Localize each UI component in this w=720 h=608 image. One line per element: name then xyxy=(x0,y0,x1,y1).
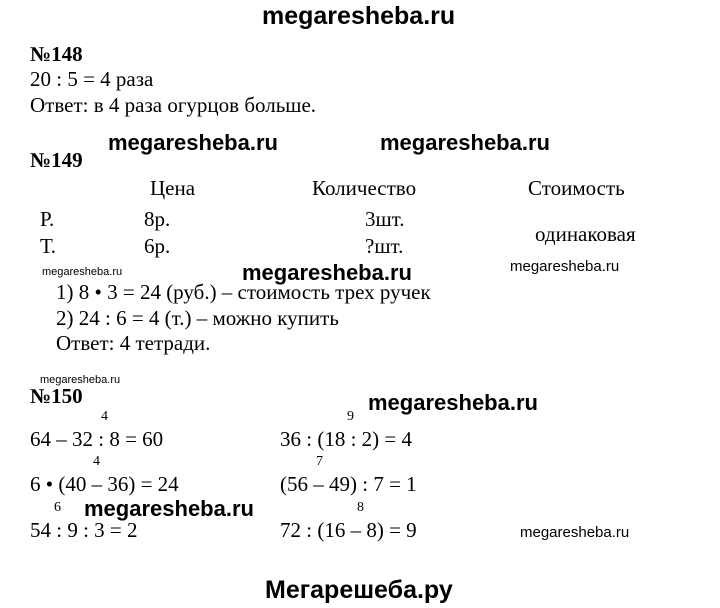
row-label: Р. xyxy=(40,207,55,231)
header-cost: Стоимость xyxy=(528,176,625,200)
watermark-top: megaresheba.ru xyxy=(262,2,456,30)
header-price: Цена xyxy=(150,176,196,200)
row-label: Т. xyxy=(40,234,56,258)
operation-order-mark: 6 xyxy=(54,500,61,515)
watermark-right-1: megaresheba.ru xyxy=(510,258,620,275)
task-148-number: №148 xyxy=(30,42,83,66)
watermark-small-1: megaresheba.ru xyxy=(42,266,123,278)
expression: 36 : (18 : 2) = 4 xyxy=(280,427,412,451)
task-149-number: №149 xyxy=(30,148,83,172)
task-150-number: №150 xyxy=(30,384,83,408)
task-148-solution: 20 : 5 = 4 раза xyxy=(30,67,154,91)
operation-order-mark: 4 xyxy=(101,409,108,424)
watermark-mid-right: megaresheba.ru xyxy=(380,130,550,155)
expression: 72 : (16 – 8) = 9 xyxy=(280,518,417,542)
expression: 64 – 32 : 8 = 60 xyxy=(30,427,164,451)
row-price: 8р. xyxy=(144,207,171,231)
row-quantity: 3шт. xyxy=(365,207,405,231)
expression: 6 • (40 – 36) = 24 xyxy=(30,472,179,496)
cost-note: одинаковая xyxy=(535,222,636,246)
watermark-bottom-left: megaresheba.ru xyxy=(84,496,254,521)
task-149-step-2: 2) 24 : 6 = 4 (т.) – можно купить xyxy=(56,306,339,330)
row-quantity: ?шт. xyxy=(365,234,404,258)
watermark-footer: Мегарешеба.ру xyxy=(265,576,453,604)
expression: 54 : 9 : 3 = 2 xyxy=(30,518,138,542)
task-148-answer: Ответ: в 4 раза огурцов больше. xyxy=(30,93,317,117)
task-149-step-1: 1) 8 • 3 = 24 (руб.) – стоимость трех ручек xyxy=(56,280,431,304)
watermark-center-1: megaresheba.ru xyxy=(242,260,412,285)
watermark-small-2: megaresheba.ru xyxy=(40,374,121,386)
watermark-right-2: megaresheba.ru xyxy=(520,524,630,541)
expression: (56 – 49) : 7 = 1 xyxy=(280,472,417,496)
header-quantity: Количество xyxy=(312,176,417,200)
watermark-mid-left: megaresheba.ru xyxy=(108,130,278,155)
operation-order-mark: 4 xyxy=(93,454,100,469)
operation-order-mark: 9 xyxy=(347,409,354,424)
operation-order-mark: 7 xyxy=(316,454,323,469)
row-price: 6р. xyxy=(144,234,171,258)
watermark-center-2: megaresheba.ru xyxy=(368,390,538,415)
operation-order-mark: 8 xyxy=(357,500,364,515)
task-149-answer: Ответ: 4 тетради. xyxy=(56,331,211,355)
